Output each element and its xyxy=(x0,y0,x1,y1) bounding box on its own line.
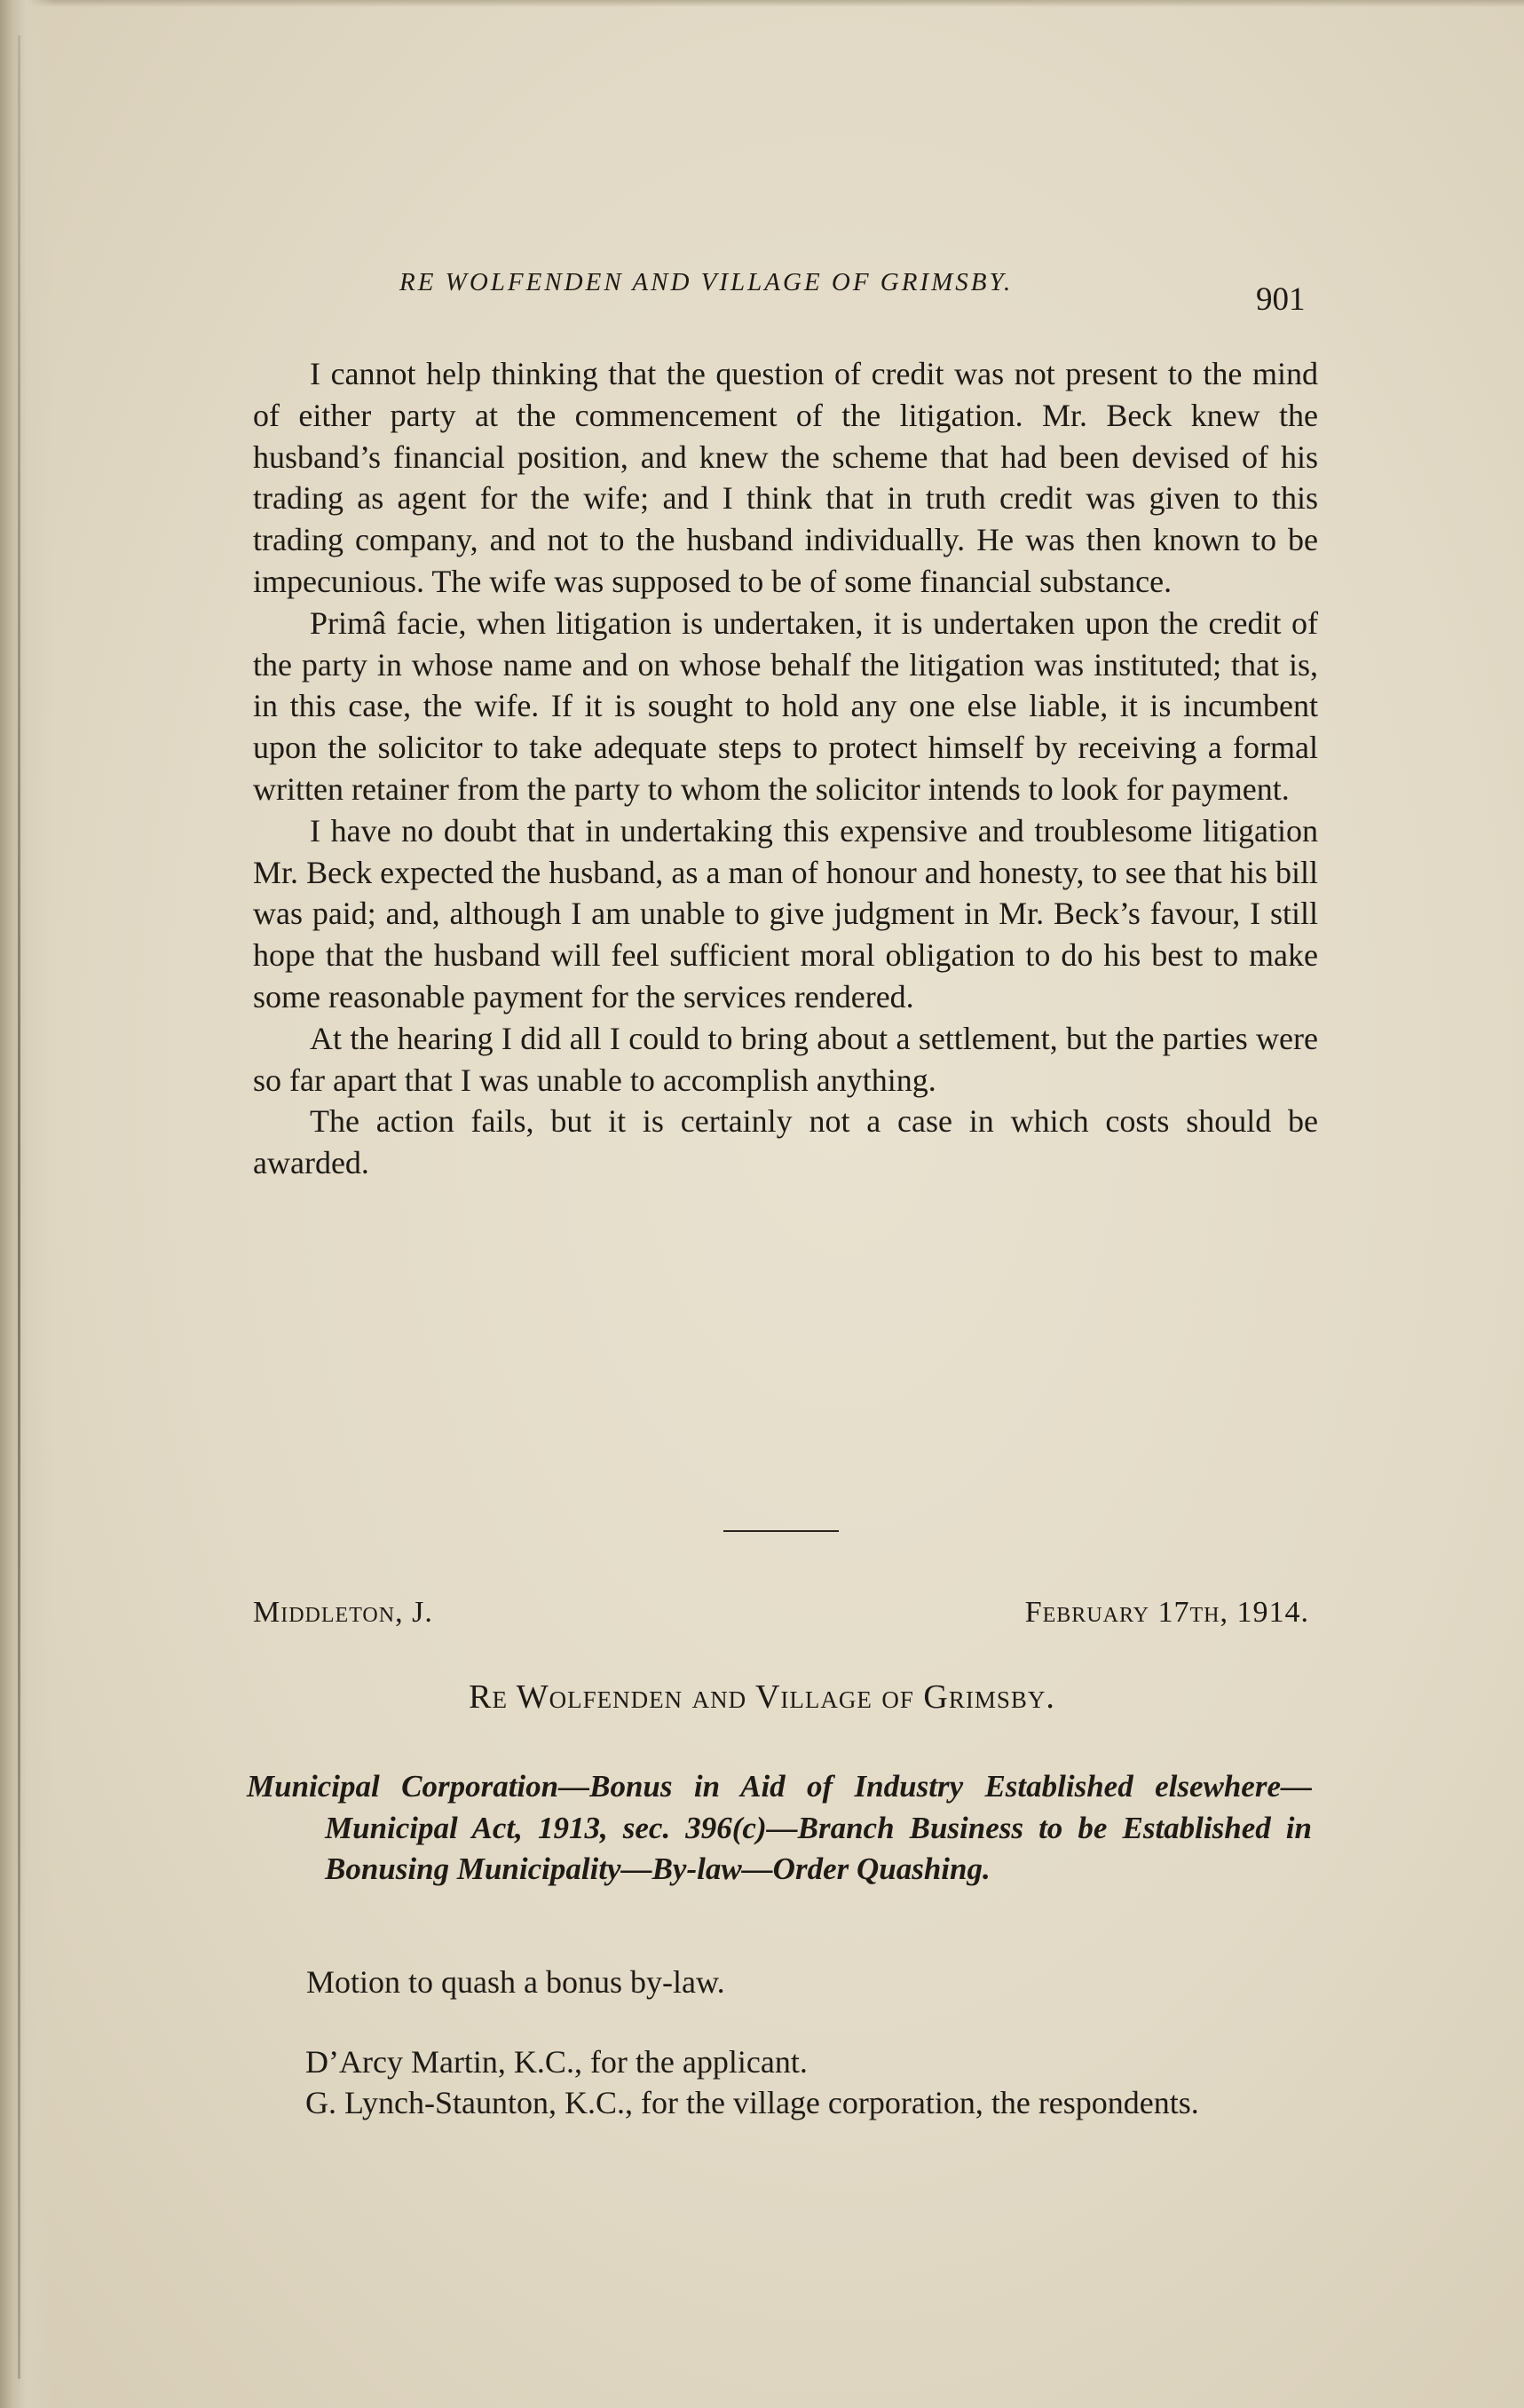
counsel-respondents: G. Lynch-Staunton, K.C., for the village corporation, the respondents. xyxy=(305,2085,1199,2120)
section-divider xyxy=(723,1530,839,1532)
judge-date-line xyxy=(253,1596,1309,1630)
paragraph-credit-question: I cannot help thinking that the question of credit was not present to the mind of either party at the commencement of the litigation. Mr. Beck knew the husband’s financial position, and knew the scheme that had been devised of his trading as agent for the wife; and I think that in truth credit was given to this trading company, and not to the husband individually. He was then known to be impecunious. The wife was supposed to be of some financial substance. xyxy=(253,356,1318,599)
binding-crease xyxy=(18,36,20,2379)
paragraph-no-doubt: I have no doubt that in undertaking this expensive and troublesome litigation Mr. Beck expected the husband, as a man of honour and honesty, to see that his bill was paid; and, although I am unable to give judgment in Mr. Beck’s favour, I still hope that the husband will feel sufficient moral obligation to do his best to make some reasonable payment for the services rendered. xyxy=(253,812,1318,1015)
case-headnote: Municipal Corporation—Bonus in Aid of Industry Established elsewhere—Municipal Act, 1913, sec. 396(c)—Branch Business to be Established in Bonusing Municipality—By-law—Order Quashing. xyxy=(247,1769,1312,1886)
judgment-date: February 17th, 1914. xyxy=(1024,1596,1309,1629)
judgment-body xyxy=(253,353,1318,1184)
paragraph-prima-facie: Primâ facie, when litigation is undertaken, it is undertaken upon the credit of the party in whose name and on whose behalf the litigation was instituted; that is, in this case, the wife. If it is sought to hold any one else liable, it is incumbent upon the solicitor to take adequate steps to protect himself by receiving a formal written retainer from the party to whom the solicitor intends to look for payment. xyxy=(253,604,1318,807)
motion-statement: Motion to quash a bonus by-law. xyxy=(306,1964,725,2000)
paragraph-action-fails: The action fails, but it is certainly not a case in which costs should be awarded. xyxy=(253,1103,1318,1181)
page-number: 901 xyxy=(1256,281,1306,318)
counsel-applicant: D’Arcy Martin, K.C., for the applicant. xyxy=(305,2044,808,2080)
page-binding-edge xyxy=(0,0,53,2408)
page-top-edge xyxy=(0,0,1524,7)
counsel-list xyxy=(247,2041,1318,2123)
paragraph-hearing: At the hearing I did all I could to bring about a settlement, but the parties were so far apart that I was unable to accomplish anything. xyxy=(253,1020,1318,1098)
judge-name: Middleton, J. xyxy=(253,1596,433,1629)
running-head: RE WOLFENDEN AND VILLAGE OF GRIMSBY. xyxy=(399,268,1014,296)
case-title: Re Wolfenden and Village of Grimsby. xyxy=(469,1678,1055,1716)
